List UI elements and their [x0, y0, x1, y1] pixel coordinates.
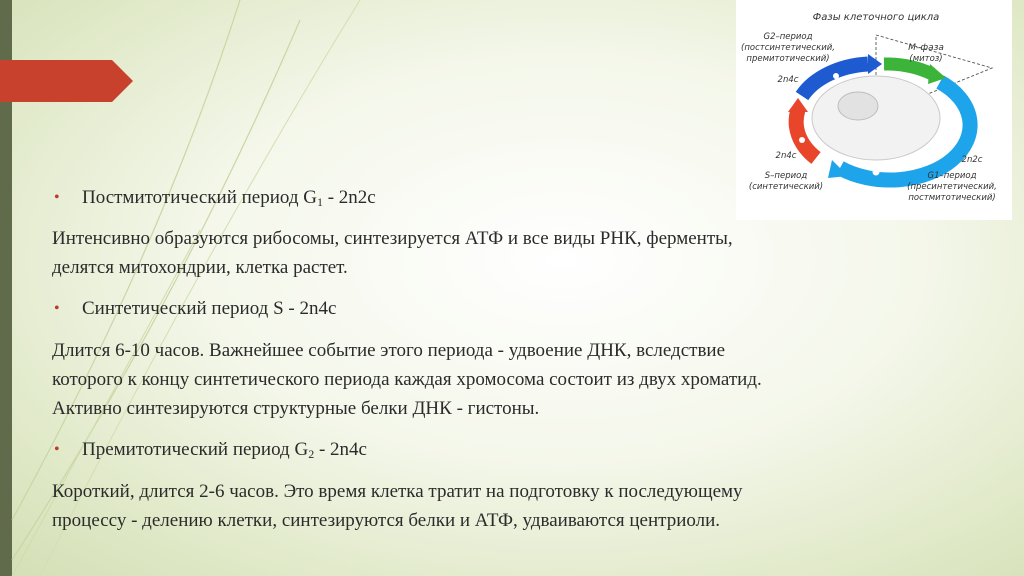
g2-label-title: G2–период [763, 32, 813, 42]
s-arrow-head [788, 98, 808, 112]
g2-description-line: Короткий, длится 2-6 часов. Это время клетка тратит на подготовку к последующему [52, 481, 743, 502]
bullet-g2-text: Премитотический период G [82, 439, 309, 460]
ring-dot [873, 169, 880, 176]
bullet-g1-subscript: 1 [316, 195, 323, 209]
m-arc [884, 64, 932, 74]
g2-label-sub: премитотический) [746, 54, 830, 64]
g2-ploidy: 2n4c [777, 75, 799, 85]
title-arrow-tab [0, 60, 133, 102]
g1-description [52, 224, 1002, 282]
s-label-sub: (синтетический) [748, 182, 824, 192]
s-description-line: Длится 6-10 часов. Важнейшее событие этого периода - удвоение ДНК, вследствие [52, 340, 726, 361]
cell-shape-icon [812, 76, 940, 160]
bullet-g1-formula: - 2n2c [322, 187, 376, 208]
cell-cycle-diagram [736, 0, 1012, 220]
ring-dot [931, 149, 938, 156]
g2-description [52, 477, 1002, 535]
g1-label-sub: постмитотический) [908, 193, 996, 203]
g2-description-line: процессу - делению клетки, синтезируются белки и АТФ, удваиваются центриоли. [52, 510, 721, 531]
bullet-s-text: Синтетический период S - 2n4c [82, 298, 337, 319]
s-description-line: Активно синтезируются структурные белки ДНК - гистоны. [52, 398, 540, 419]
bullet-dot: • [54, 300, 60, 317]
m-label-title: М–фаза [908, 43, 944, 53]
g1-ploidy: 2n2c [961, 155, 983, 165]
cell-cycle-svg [736, 0, 1012, 220]
s-description-line: которого к концу синтетического периода каждая хромосома состоит из двух хроматид. [52, 369, 762, 390]
bullet-dot: • [54, 189, 60, 206]
g1-description-line: Интенсивно образуются рибосомы, синтезируется АТФ и все виды РНК, ферменты, [52, 228, 733, 249]
ring-dot [833, 73, 839, 79]
diagram-title: Фазы клеточного цикла [812, 12, 940, 23]
bullet-g1-text: Постмитотический период G [82, 187, 317, 208]
s-description [52, 336, 1002, 423]
g1-description-line: делятся митохондрии, клетка растет. [52, 257, 348, 278]
g1-label-title: G1–период [927, 171, 977, 181]
s-label-title: S–период [764, 171, 808, 181]
bullet-dot: • [54, 441, 60, 458]
g1-label-sub: (пресинтетический, [907, 182, 997, 192]
g2-label-sub: (постсинтетический, [741, 43, 835, 53]
bullet-g2-formula: - 2n4c [314, 439, 367, 460]
nucleus-icon [838, 92, 878, 120]
ring-dot [799, 137, 805, 143]
m-label-sub: (митоз) [909, 54, 943, 64]
g2-arrow-head [868, 54, 882, 74]
s-ploidy: 2n4c [775, 151, 797, 161]
bullet-g2-subscript: 2 [308, 447, 315, 461]
